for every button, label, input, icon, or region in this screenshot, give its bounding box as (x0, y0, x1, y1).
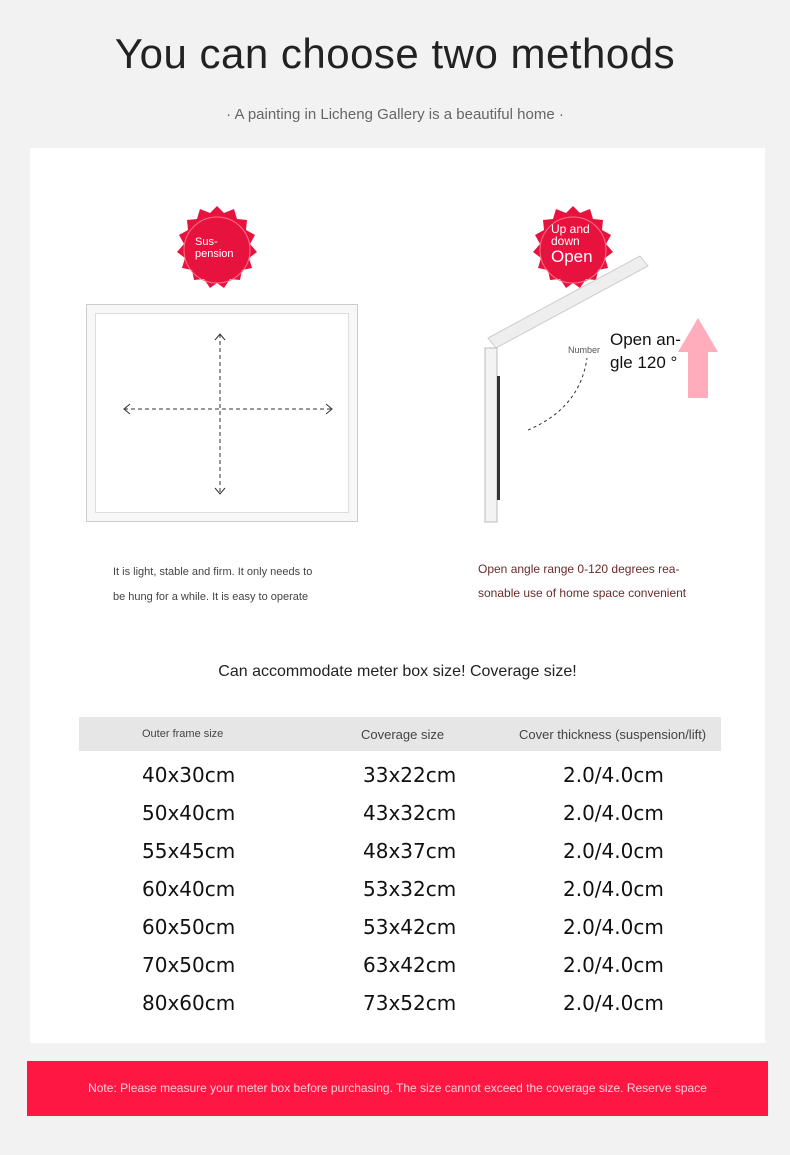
badge-line: Up and (551, 222, 590, 236)
badge-line: pension (195, 248, 234, 260)
thickness-cell: 2.0/4.0cm (563, 839, 664, 863)
outer-frame-cell: 50x40cm (142, 801, 236, 825)
coverage-cell: 43x32cm (363, 801, 457, 825)
number-label: Number (568, 345, 601, 355)
thickness-cell: 2.0/4.0cm (563, 877, 664, 901)
badge-line: Sus- (195, 236, 218, 248)
note-banner (27, 1061, 768, 1116)
frame-illustration (86, 304, 358, 522)
thickness-cell: 2.0/4.0cm (563, 991, 664, 1015)
page-title: You can choose two methods (114, 30, 676, 77)
table-row (79, 757, 721, 795)
thickness-cell: 2.0/4.0cm (563, 953, 664, 977)
accommodate-text: Can accommodate meter box size! Coverage size! (218, 663, 577, 680)
table-row (79, 833, 721, 871)
note-text: Note: Please measure your meter box before purchasing. The size cannot exceed the coverage size. Reserve space (88, 1081, 707, 1095)
page-subtitle: · A painting in Licheng Gallery is a beautiful home · (226, 106, 564, 123)
coverage-cell: 53x42cm (363, 915, 457, 939)
description-line: It is light, stable and firm. It only needs to (113, 566, 313, 578)
table-row (79, 985, 721, 1023)
table-row (79, 871, 721, 909)
methods-card (30, 148, 765, 1043)
suspension-badge (173, 206, 261, 294)
outer-frame-cell: 40x30cm (142, 763, 236, 787)
description-line: be hung for a while. It is easy to operate (113, 591, 309, 603)
table-row (79, 909, 721, 947)
cross-arrows-icon (96, 314, 348, 512)
coverage-cell: 33x22cm (363, 763, 457, 787)
thickness-cell: 2.0/4.0cm (563, 763, 664, 787)
up-arrow-icon (678, 318, 718, 398)
header-outer-frame: Outer frame size (142, 728, 224, 740)
header-thickness: Cover thickness (suspension/lift) (519, 727, 707, 742)
angle-line: Open an- (610, 330, 681, 349)
header-coverage: Coverage size (361, 727, 445, 742)
frame-panel (95, 313, 349, 513)
coverage-cell: 53x32cm (363, 877, 457, 901)
suspension-description (113, 560, 343, 610)
outer-frame-cell: 60x50cm (142, 915, 236, 939)
opening-illustration (480, 248, 725, 528)
badge-line: Open (551, 247, 593, 266)
open-description (478, 557, 718, 605)
open-angle-label (610, 328, 681, 374)
table-row (79, 795, 721, 833)
badge-line: down (551, 234, 580, 248)
thickness-cell: 2.0/4.0cm (563, 915, 664, 939)
outer-frame-cell: 55x45cm (142, 839, 236, 863)
outer-frame-cell: 80x60cm (142, 991, 236, 1015)
coverage-cell: 73x52cm (363, 991, 457, 1015)
thickness-cell: 2.0/4.0cm (563, 801, 664, 825)
table-header (79, 717, 721, 751)
description-line: sonable use of home space convenient (478, 586, 687, 600)
description-line: Open angle range 0-120 degrees rea- (478, 562, 680, 576)
coverage-cell: 63x42cm (363, 953, 457, 977)
outer-frame-cell: 70x50cm (142, 953, 236, 977)
angle-line: gle 120 ° (610, 353, 678, 372)
coverage-cell: 48x37cm (363, 839, 457, 863)
table-row (79, 947, 721, 985)
outer-frame-cell: 60x40cm (142, 877, 236, 901)
